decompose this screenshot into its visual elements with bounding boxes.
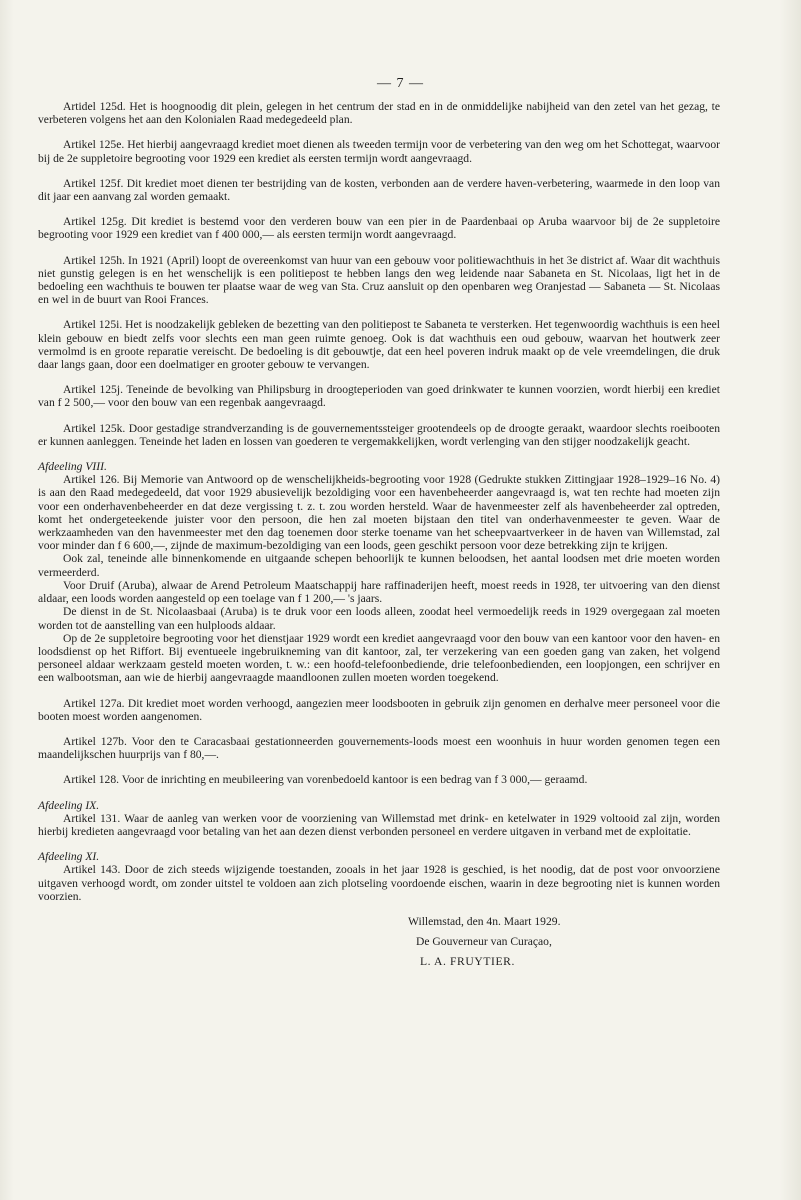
- paragraph-artikel-125e: Artikel 125e. Het hierbij aangevraagd krediet moet dienen als tweeden termijn voor de verbetering van den weg om het Schottegat, waarvoor bij de 2e suppletoire begrooting voor 1929 een krediet als eersten termijn wordt aangevraagd.: [38, 138, 720, 165]
- paragraph-artikel-128: Artikel 128. Voor de inrichting en meubileering van vorenbedoeld kantoor is een bedrag van f 3 000,— geraamd.: [63, 773, 588, 787]
- paragraph-artikel-125k: Artikel 125k. Door gestadige strandverzanding is de gouvernementssteiger grootendeels op de droogte geraakt, waardoor slechts roeibooten er kunnen aanleggen. Teneinde het laden en lossen van goederen te vergemakkelijken, wordt verlenging van den stijger noodzakelijk geacht.: [38, 421, 720, 448]
- signature-title: De Gouverneur van Curaçao,: [416, 935, 552, 949]
- section-heading-ix: Afdeeling IX.: [38, 798, 100, 812]
- signature-place-date: Willemstad, den 4n. Maart 1929.: [408, 914, 561, 928]
- paragraph-artikel-125g: Artikel 125g. Dit krediet is bestemd voor den verderen bouw van een pier in de Paardenbaai op Aruba waarvoor bij de 2e suppletoire begrooting voor 1929 een krediet van f 400 000,— als eersten termijn wordt aangevraagd.: [38, 215, 720, 242]
- signature-block: [408, 915, 720, 969]
- section-heading-xi: Afdeeling XI.: [38, 850, 100, 864]
- paragraph-artikel-127b: Artikel 127b. Voor den te Caracasbaai gestationneerden gouvernements-loods moest een woonhuis in huur worden genomen tegen een maandelijkschen huurprijs van f 80,—.: [38, 734, 720, 762]
- paragraph-suppletoire: Op de 2e suppletoire begrooting voor het dienstjaar 1929 wordt een krediet aangevraagd voor den bouw van een kantoor voor den haven- en loodsdienst op het Riffort. Bij eventueele ingebruikneming van dit kantoor, zal, ter verzekering van een goeden gang van zaken, het volgend personeel aldaar werkzaam gesteld moeten worden, t. w.: een hoofd-telefoonbediende, drie telefoonbedienden, een loopjongen, een schrijver en een walbootsman, aan wie de hierbij aangevraagde maandloonen zullen moeten worden toegekend.: [38, 631, 720, 685]
- paragraph-artikel-125j: Artikel 125j. Teneinde de bevolking van Philipsburg in droogteperioden van goed drinkwater te kunnen voorzien, wordt hierbij een krediet van f 2 500,— voor den bouw van een regenbak aangevraagd.: [38, 383, 720, 410]
- paragraph-loodsen: Ook zal, teneinde alle binnenkomende en uitgaande schepen behoorlijk te kunnen beloodsen, het aantal loodsen met drie moeten worden vermeerderd.: [38, 552, 720, 579]
- paragraph-artikel-125i: Artikel 125i. Het is noodzakelijk gebleken de bezetting van den politiepost te Sabaneta te versterken. Het tegenwoordig wachthuis is een heel klein gebouw en biedt zelfs voor slechts een man geen ruimte genoeg. Ook is dat wachthuis een oud gebouw, waarvan het houtwerk zeer vermolmd is en groote reparatie vereischt. De bedoeling is dit gebouwtje, dat een heel poveren indruk maakt op de vele vreemdelingen, die druk daar langs gaan, door een doelmatiger en grooter gebouw te vervangen.: [38, 318, 720, 372]
- paragraph-artikel-127a: Artikel 127a. Dit krediet moet worden verhoogd, aangezien meer loodsbooten in gebruik zijn genomen en derhalve meer personeel voor die booten moest worden aangenomen.: [38, 696, 720, 723]
- paragraph-artikel-125d: Artidel 125d. Het is hoognoodig dit plein, gelegen in het centrum der stad en in de onmiddelijke nabijheid van den zetel van het gezag, te verbeteren volgens het aan den Kolonialen Raad medegedeeld plan.: [38, 100, 720, 127]
- paragraph-artikel-125h: Artikel 125h. In 1921 (April) loopt de overeenkomst van huur van een gebouw voor politiewachthuis in het 3e district af. Waar dit wachthuis niet gunstig gelegen is en het wenschelijk is een politiepost te hebben langs den weg leidende naar Sabaneta en St. Nicolaas, ligt het in de bedoeling een wachthuis te bouwen ter plaatse waar de weg van Sta. Cruz aansluit op den openbaren weg Oranjestad — Sabaneta — St. Nicolaas en wel in de buurt van Rooi Frances.: [38, 253, 720, 307]
- paragraph-st-nicolaasbaai: De dienst in de St. Nicolaasbaai (Aruba) is te druk voor een loods alleen, zoodat heel vermoedelijk reeds in 1929 overgegaan zal moeten worden tot de aanstelling van een hulploods aldaar.: [38, 605, 720, 632]
- paragraph-druif: Voor Druif (Aruba), alwaar de Arend Petroleum Maatschappij hare raffinaderijen heeft, moest reeds in 1928, ter uitvoering van den dienst aldaar, een loods worden aangesteld op een toelage van f 1 200,— 's jaars.: [38, 578, 720, 606]
- signature-name: L. A. FRUYTIER.: [420, 955, 515, 969]
- paragraph-artikel-131: Artikel 131. Waar de aanleg van werken voor de voorziening van Willemstad met drink- en ketelwater in 1929 voltooid zal zijn, worden hierbij kredieten aangevraagd voor betaling van het aan dezen dienst verbonden personeel en verdere uitgaven in verband met de exploitatie.: [38, 811, 720, 838]
- paragraph-artikel-125f: Artikel 125f. Dit krediet moet dienen ter bestrijding van de kosten, verbonden aan de verdere haven-verbetering, waarmede in den loop van dit jaar een aanvang zal worden gemaakt.: [38, 176, 720, 204]
- page-number: — 7 —: [377, 76, 424, 91]
- section-heading-viii: Afdeeling VIII.: [38, 460, 107, 474]
- document-body: [38, 100, 720, 976]
- paragraph-artikel-126: Artikel 126. Bij Memorie van Antwoord op de wenschelijkheids-begrooting voor 1928 (Gedrukte stukken Zittingjaar 1928–1929–16 No. 4) is aan den Raad medegedeeld, dat voor 1929 abusievelijk bezoldiging voor een havenbeheerder aangevraagd is, wat ten rechte had moeten zijn voor een onderhavenbeheerder en dat deze vergissing t. z. t. zou worden hersteld. Waar de havenmeester zelf als havenbeheerder zal optreden, komt het ondergeteekende juister voor den persoon, die hen zal moeten bijstaan den titel van onderhavenmeester te geven. Waar de werkzaamheden van den havenmeester met den dag toenemen door sterke toename van het scheepvaartverkeer in de haven van Willemstad, zal voor minder dan f 6 600,—, zijnde de maximum-bezoldiging van een loods, geen geschikt persoon voor deze betrekking zijn te krijgen.: [38, 473, 720, 553]
- paragraph-artikel-143: Artikel 143. Door de zich steeds wijzigende toestanden, zooals in het jaar 1928 is geschied, is het noodig, dat de post voor onvoorziene uitgaven verhoogd wordt, om zonder uitstel te voldoen aan zich plotseling voordoende eischen, waarin in deze begrooting niet is kunnen worden voorzien.: [38, 863, 720, 903]
